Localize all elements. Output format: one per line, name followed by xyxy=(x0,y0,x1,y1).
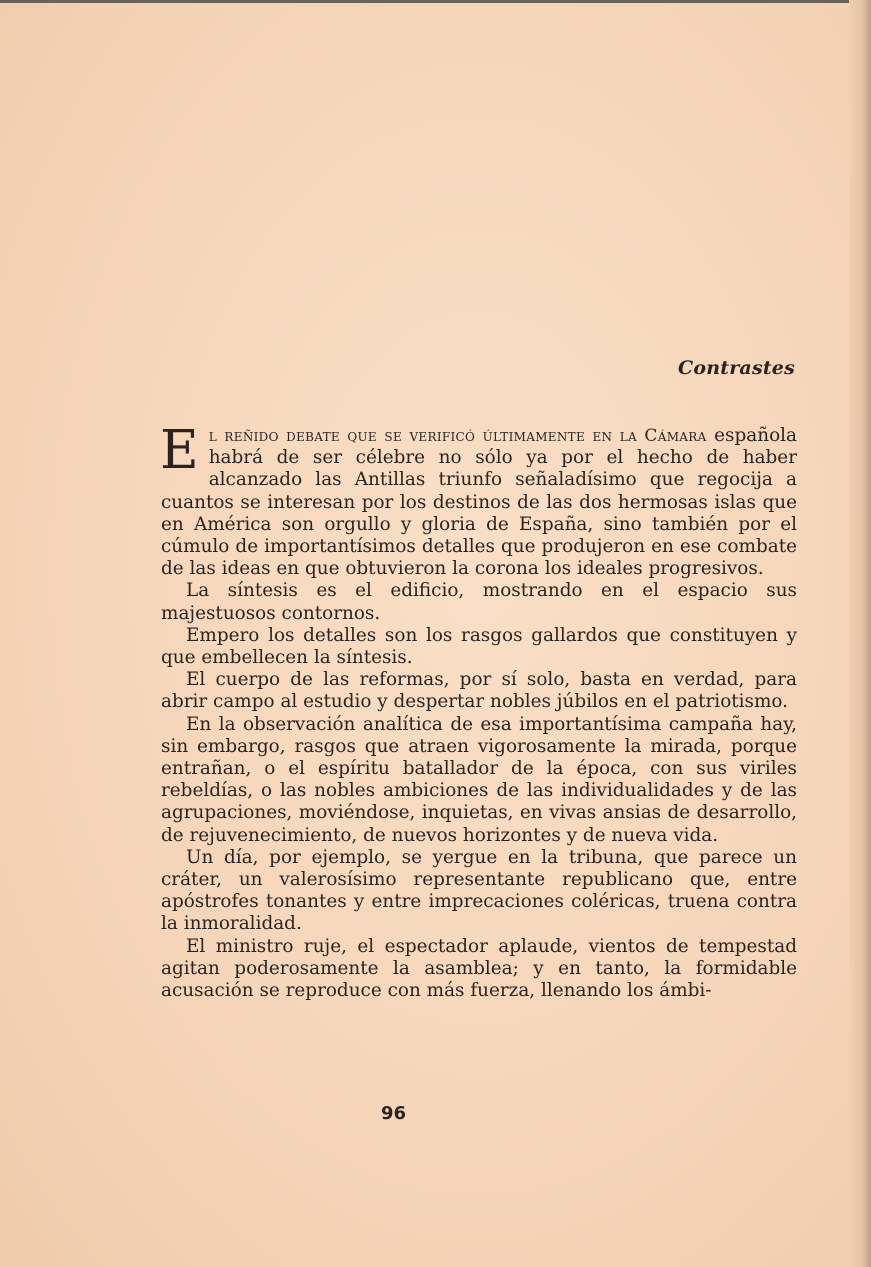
body-text xyxy=(160,420,797,1002)
chapter-title: Contrastes xyxy=(678,357,795,379)
lead-in-small-caps: l reñido debate que se verificó últimamente en la Cámara xyxy=(208,426,707,446)
paragraph: Un día, por ejemplo, se yergue en la tribuna, que parece un cráter, un valerosísimo representante republicano que, entre apóstrofes tonantes y entre imprecaciones coléricas, truena contra la inmoralidad. xyxy=(161,846,797,935)
page-right-edge xyxy=(849,0,871,1267)
paragraph: El ministro ruje, el espectador aplaude, vientos de tempestad agitan poderosamente la asamblea; y en tanto, la formidable acusación se reproduce con más fuerza, llenando los ámbi- xyxy=(161,935,797,1002)
paragraph: Empero los detalles son los rasgos gallardos que constituyen y que embellecen la síntesis. xyxy=(161,624,797,669)
first-paragraph xyxy=(160,420,797,580)
first-paragraph-text: española habrá de ser célebre no sólo ya por el hecho de haber alcanzado las Antillas triunfo señaladísimo que regocija a cuantos se interesan por los destinos de las dos hermosas islas que en América son orgullo y gloria de España, sino también por el cúmulo de importantísimos detalles que produjeron en ese combate de las ideas en que obtuvieron la corona los ideales progresivos. xyxy=(161,425,797,580)
paragraph: En la observación analítica de esa importantísima campaña hay, sin embargo, rasgos que atraen vigorosamente la mirada, porque entrañan, o el espíritu batallador de la época, con sus viriles rebeldías, o las nobles ambiciones de las individualidades y de las agrupaciones, moviéndose, inquietas, en vivas ansias de desarrollo, de rejuvenecimiento, de nuevos horizontes y de nueva vida. xyxy=(161,713,797,846)
page-number: 96 xyxy=(380,1103,407,1124)
paragraph: La síntesis es el edificio, mostrando en el espacio sus majestuosos contornos. xyxy=(161,580,797,624)
page-top-edge xyxy=(0,0,871,3)
drop-cap: E xyxy=(160,420,199,481)
paragraph: El cuerpo de las reformas, por sí solo, basta en verdad, para abrir campo al estudio y despertar nobles júbilos en el patriotismo. xyxy=(161,669,797,713)
